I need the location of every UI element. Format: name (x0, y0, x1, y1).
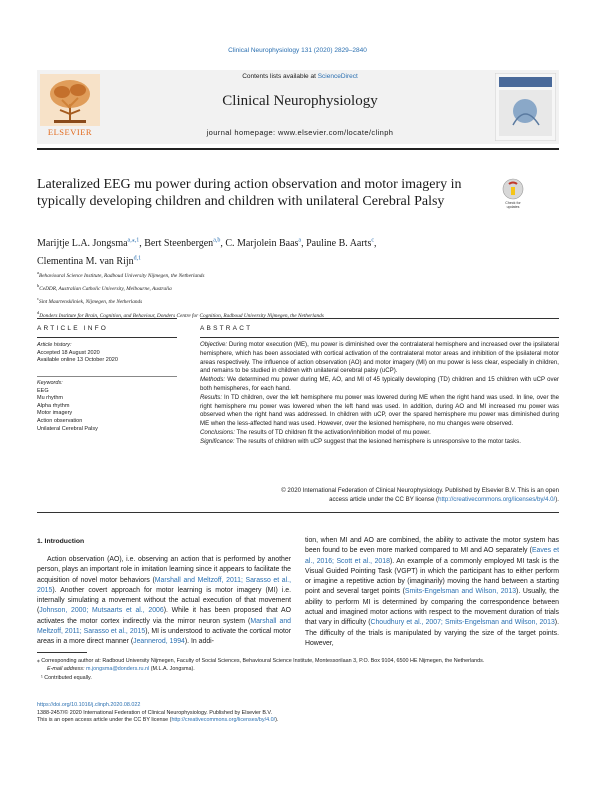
email-note: E-mail address: m.jongsma@donders.ru.nl (M.L.A. Jongsma). (47, 666, 195, 673)
keyword: Alpha rhythm (37, 402, 70, 409)
intro-right-column: tion, when MI and AO are combined, the ability to activate the motor system has been found to be even more marked compared to MI and AO separately (Eaves et al., 2016; Scott et al., 2018). An example of a commonly employed MI task is the Visual Guided Pointing Task (VGPT) in which the participant has to either perform or imagine a repetitive action by (imaginarily) moving the hand between a starting point and several target points (Smits-Engelsman and Wilson, 2013). Usually, the ability to perform MI is determined by comparing the correspondence between actual and imagined motor actions with respect to the movement duration of trials that vary in difficulty (Choudhury et al., 2007; Smits-Engelsman and Wilson, 2013). The difficulty of the trials is manipulated by varying the size of the target points. However, (305, 537, 560, 647)
publication-footer (37, 702, 559, 725)
abstract-copyright (200, 487, 559, 505)
elsevier-tree-logo (40, 74, 100, 132)
check-for-updates-icon[interactable] (500, 178, 526, 210)
doi-link[interactable]: https://doi.org/10.1016/j.clinph.2020.08.022 (37, 702, 141, 708)
equal-contribution-note: ¹ Contributed equally. (41, 674, 92, 681)
keyword: Mu rhythm (37, 395, 63, 402)
check-updates-line1: Check for (505, 201, 521, 205)
footnotes (37, 657, 559, 682)
abstract-conclusions: Conclusions: The results of TD children fit the activation/inhibition model of mu power. (200, 428, 431, 436)
journal-cover-image (495, 73, 556, 141)
citation-link[interactable]: Jeannerod, 1994 (133, 638, 185, 646)
affiliation-list (37, 268, 537, 321)
author[interactable]: Pauline B. Aarts$^c$, (306, 238, 377, 250)
abstract-body (200, 341, 559, 447)
section-heading: 1. Introduction (37, 538, 85, 545)
header-rule (37, 148, 559, 150)
issn-line: 1388-2457/© 2020 International Federation of Clinical Neurophysiology. Published by Elsevier B.V. (37, 709, 273, 716)
affiliation: $^c$Sint Maartenskliniek, Nijmegen, the Netherlands (37, 296, 143, 306)
corresponding-author-note: ⁎ Corresponding author at: Radboud University Nijmegen, Faculty of Social Sciences, Behavioural Science Institute, Montessorilaan 3, P.O. Box 9104, 6500 HE Nijmegen, the Netherlands. (37, 658, 485, 664)
journal-citation[interactable]: Clinical Neurophysiology 131 (2020) 2829–2840 (228, 47, 367, 54)
abstract-heading: ABSTRACT (200, 325, 253, 332)
abstract-results: Results: In TD children, over the left hemisphere mu power was lowered during ME when the right hand was used. In line, over the right hemisphere mu power was lowered when the left hand was used. In addition, during AO and MI increased mu power was observed when the right hand was addressed. In children with uCP, over the spared hemisphere mu power was diminished during ME when the less-affected hand was used. However, over the lesioned hemisphere, no mu changes were observed. (200, 393, 559, 428)
article-title: Lateralized EEG mu power during action observation and motor imagery in typically developing children and children with unilateral Cerebral Palsy (37, 177, 462, 209)
keyword: Action observation (37, 417, 83, 424)
contents-available-line (150, 73, 450, 80)
keywords-label: Keywords: (37, 380, 63, 386)
author[interactable]: Clementina M. van Rijn$^{d,1}$ (37, 255, 142, 267)
license-link[interactable]: http://creativecommons.org/licenses/by/4.0/ (438, 495, 556, 503)
affiliation: $^d$Donders Institute for Brain, Cognition, and Behaviour, Donders Centre for Cognition, Radboud University Nijmegen, the Netherlands (37, 309, 324, 319)
abstract-rule-lower (200, 337, 559, 338)
journal-homepage[interactable]: journal homepage: www.elsevier.com/locate/clinph (206, 128, 394, 137)
affiliation: $^a$Behavioural Science Institute, Radboud University Nijmegen, the Netherlands (37, 270, 205, 279)
citation-link[interactable]: Eaves et al., 2016; Scott et al., 2018 (305, 547, 559, 565)
citation-link[interactable]: Johnson, 2000; Mutsaarts et al., 2006 (39, 607, 164, 615)
citation-link[interactable]: Smits-Engelsman and Wilson, 2013 (404, 588, 517, 596)
footnote-rule (37, 652, 87, 653)
contents-prefix: Contents lists available at (242, 73, 318, 80)
license-line: access article under the CC BY license (http://creativecommons.org/licenses/by/4.0/). (329, 495, 559, 503)
history-label: Article history: (37, 342, 72, 348)
abstract-bottom-rule (37, 512, 559, 513)
publisher-name: ELSEVIER (47, 127, 93, 137)
accepted-date: Accepted 18 August 2020 (37, 349, 100, 356)
affiliation: $^b$CeDDR, Australian Catholic University, Melbourne, Australia (37, 283, 172, 292)
journal-title: Clinical Neurophysiology (222, 93, 378, 109)
sciencedirect-link[interactable]: ScienceDirect (317, 73, 358, 80)
license-link[interactable]: http://creativecommons.org/licenses/by/4.0/ (171, 717, 276, 724)
keyword: Motor imagery (37, 410, 73, 417)
keyword: EEG (37, 387, 49, 394)
citation-link[interactable]: Choudhury et al., 2007; Smits-Engelsman and Wilson, 2013 (370, 619, 555, 627)
citation-link[interactable]: Marshall and Meltzoff, 2011; Sarasso et al., 2015 (37, 617, 292, 636)
article-info-heading: ARTICLE INFO (37, 325, 109, 332)
abstract-objective: Objective: During motor execution (ME), mu power is diminished over the contralateral hemisphere and increased over the ipsilateral hemisphere, which has been associated with cortical activation of the contralateral motor areas and inhibition of the ipsilateral motor areas respectively. The influence of action observation (AO) and motor imagery (MI) on mu power is less clear, especially in children, and remains to be studied in children with unilateral cerebral palsy (uCP). (200, 341, 559, 375)
author-list (37, 234, 517, 269)
keywords (37, 380, 177, 433)
article-info-rule-lower (37, 337, 177, 338)
open-access-line: This is an open access article under the CC BY license (http://creativecommons.org/licenses/by/4.0/). (37, 717, 279, 724)
keywords-rule (37, 376, 177, 377)
available-date: Available online 13 October 2020 (37, 357, 118, 364)
check-updates-line2: updates (506, 205, 520, 209)
author[interactable]: Bert Steenbergen$^{a,b}$, (144, 238, 226, 250)
email-link[interactable]: m.jongsma@donders.ru.nl (85, 666, 150, 673)
abstract-significance: Significance: The results of children with uCP suggest that the lesioned hemisphere is unresponsive to the motor tasks. (200, 437, 521, 445)
article-info-rule (37, 318, 177, 319)
citation-link[interactable]: Marshall and Meltzoff, 2011; Sarasso et al., 2015 (37, 576, 291, 594)
author[interactable]: C. Marjolein Baas$^a$, (225, 238, 307, 250)
intro-left-column: Action observation (AO), i.e. observing an action that is performed by another person, plays an important role in imitation learning since it appears to facilitate the acquisition of novel motor behaviors (Marshall and Meltzoff, 2011; Sarasso et al., 2015). Another covert approach for motor learning is motor imagery (MI) i.e. internally simulating a movement without the actual execution of that movement (Johnson, 2000; Mutsaarts et al., 2006). While it has been proposed that AO activates the motor cortex indirectly via the mirror neuron system (Marshall and Meltzoff, 2011; Sarasso et al., 2015), MI is understood to activate the cortical motor areas in a more direct manner (Jeannerod, 1994). In addi- (37, 556, 292, 646)
keyword: Unilateral Cerebral Palsy (37, 425, 98, 432)
copyright-line: © 2020 International Federation of Clinical Neurophysiology. Published by Elsevier B.V. This is an open (281, 487, 559, 494)
author[interactable]: Marijtje L.A. Jongsma$^{a,⁎,1}$, (37, 238, 145, 250)
abstract-rule (200, 318, 559, 319)
article-history (37, 342, 177, 365)
abstract-methods: Methods: We determined mu power during ME, AO, and MI of 45 typically developing (TD) children and 15 children with uCP over both hemispheres, for each hand. (200, 376, 559, 392)
